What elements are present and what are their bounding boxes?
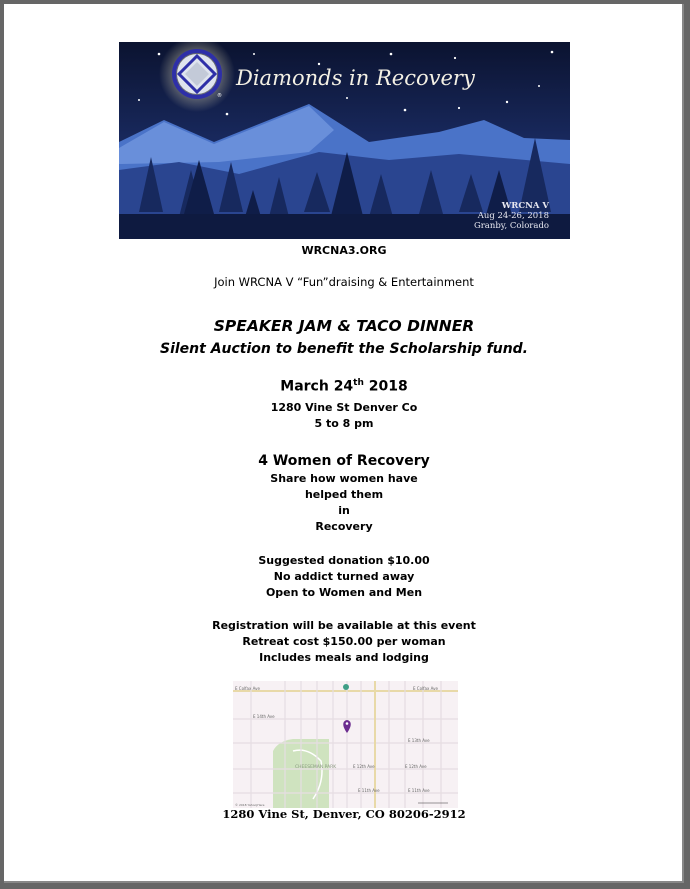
- donation-info: Suggested donation $10.00 No addict turned away Open to Women and Men: [258, 554, 430, 599]
- street-label: E 12th Ave: [405, 764, 427, 769]
- speakers-description: Share how women have helped them in Recovery: [270, 472, 418, 533]
- location-map[interactable]: [233, 681, 458, 808]
- website-link[interactable]: WRCNA3.ORG: [301, 244, 387, 257]
- street-label: E Colfax Ave: [413, 686, 438, 691]
- street-label: E 11th Ave: [408, 788, 430, 793]
- intro-text: Join WRCNA V “Fun”draising & Entertainment: [214, 275, 474, 289]
- street-label: E 12th Ave: [353, 764, 375, 769]
- flyer-page: [4, 4, 684, 883]
- banner-event-location: Granby, Colorado: [473, 221, 549, 231]
- banner-title: Diamonds in Recovery: [236, 66, 475, 90]
- event-headline: SPEAKER JAM & TACO DINNER: [213, 317, 475, 335]
- na-diamond-logo-icon: [174, 51, 220, 97]
- highway-shield-icon: [343, 684, 349, 690]
- map-caption-address: 1280 Vine St, Denver, CO 80206-2912: [222, 807, 466, 821]
- banner-event-name: WRCNA V: [501, 201, 549, 211]
- street-label: E Colfax Ave: [235, 686, 260, 691]
- event-address: 1280 Vine St Denver Co: [270, 401, 418, 414]
- park-label: CHEESEMAN PARK: [295, 765, 337, 770]
- event-time: 5 to 8 pm: [314, 417, 374, 430]
- street-label: E 11th Ave: [358, 788, 380, 793]
- street-label: E 14th Ave: [253, 714, 275, 719]
- banner-event-dates: Aug 24-26, 2018: [477, 211, 549, 221]
- event-date: March 24th 2018: [280, 378, 408, 395]
- speakers-heading: 4 Women of Recovery: [258, 453, 430, 469]
- map-copyright: © 2018 Yahoo|Here: [235, 803, 265, 807]
- street-label: E 13th Ave: [408, 738, 430, 743]
- banner-illustration: [119, 42, 570, 239]
- registered-mark: ®: [217, 93, 222, 99]
- event-subheadline: Silent Auction to benefit the Scholarship fund.: [159, 341, 528, 357]
- registration-info: Registration will be available at this event Retreat cost $150.00 per woman Includes meals and lodging: [212, 619, 476, 664]
- banner-image: [119, 42, 570, 239]
- map-graphic: [233, 681, 458, 808]
